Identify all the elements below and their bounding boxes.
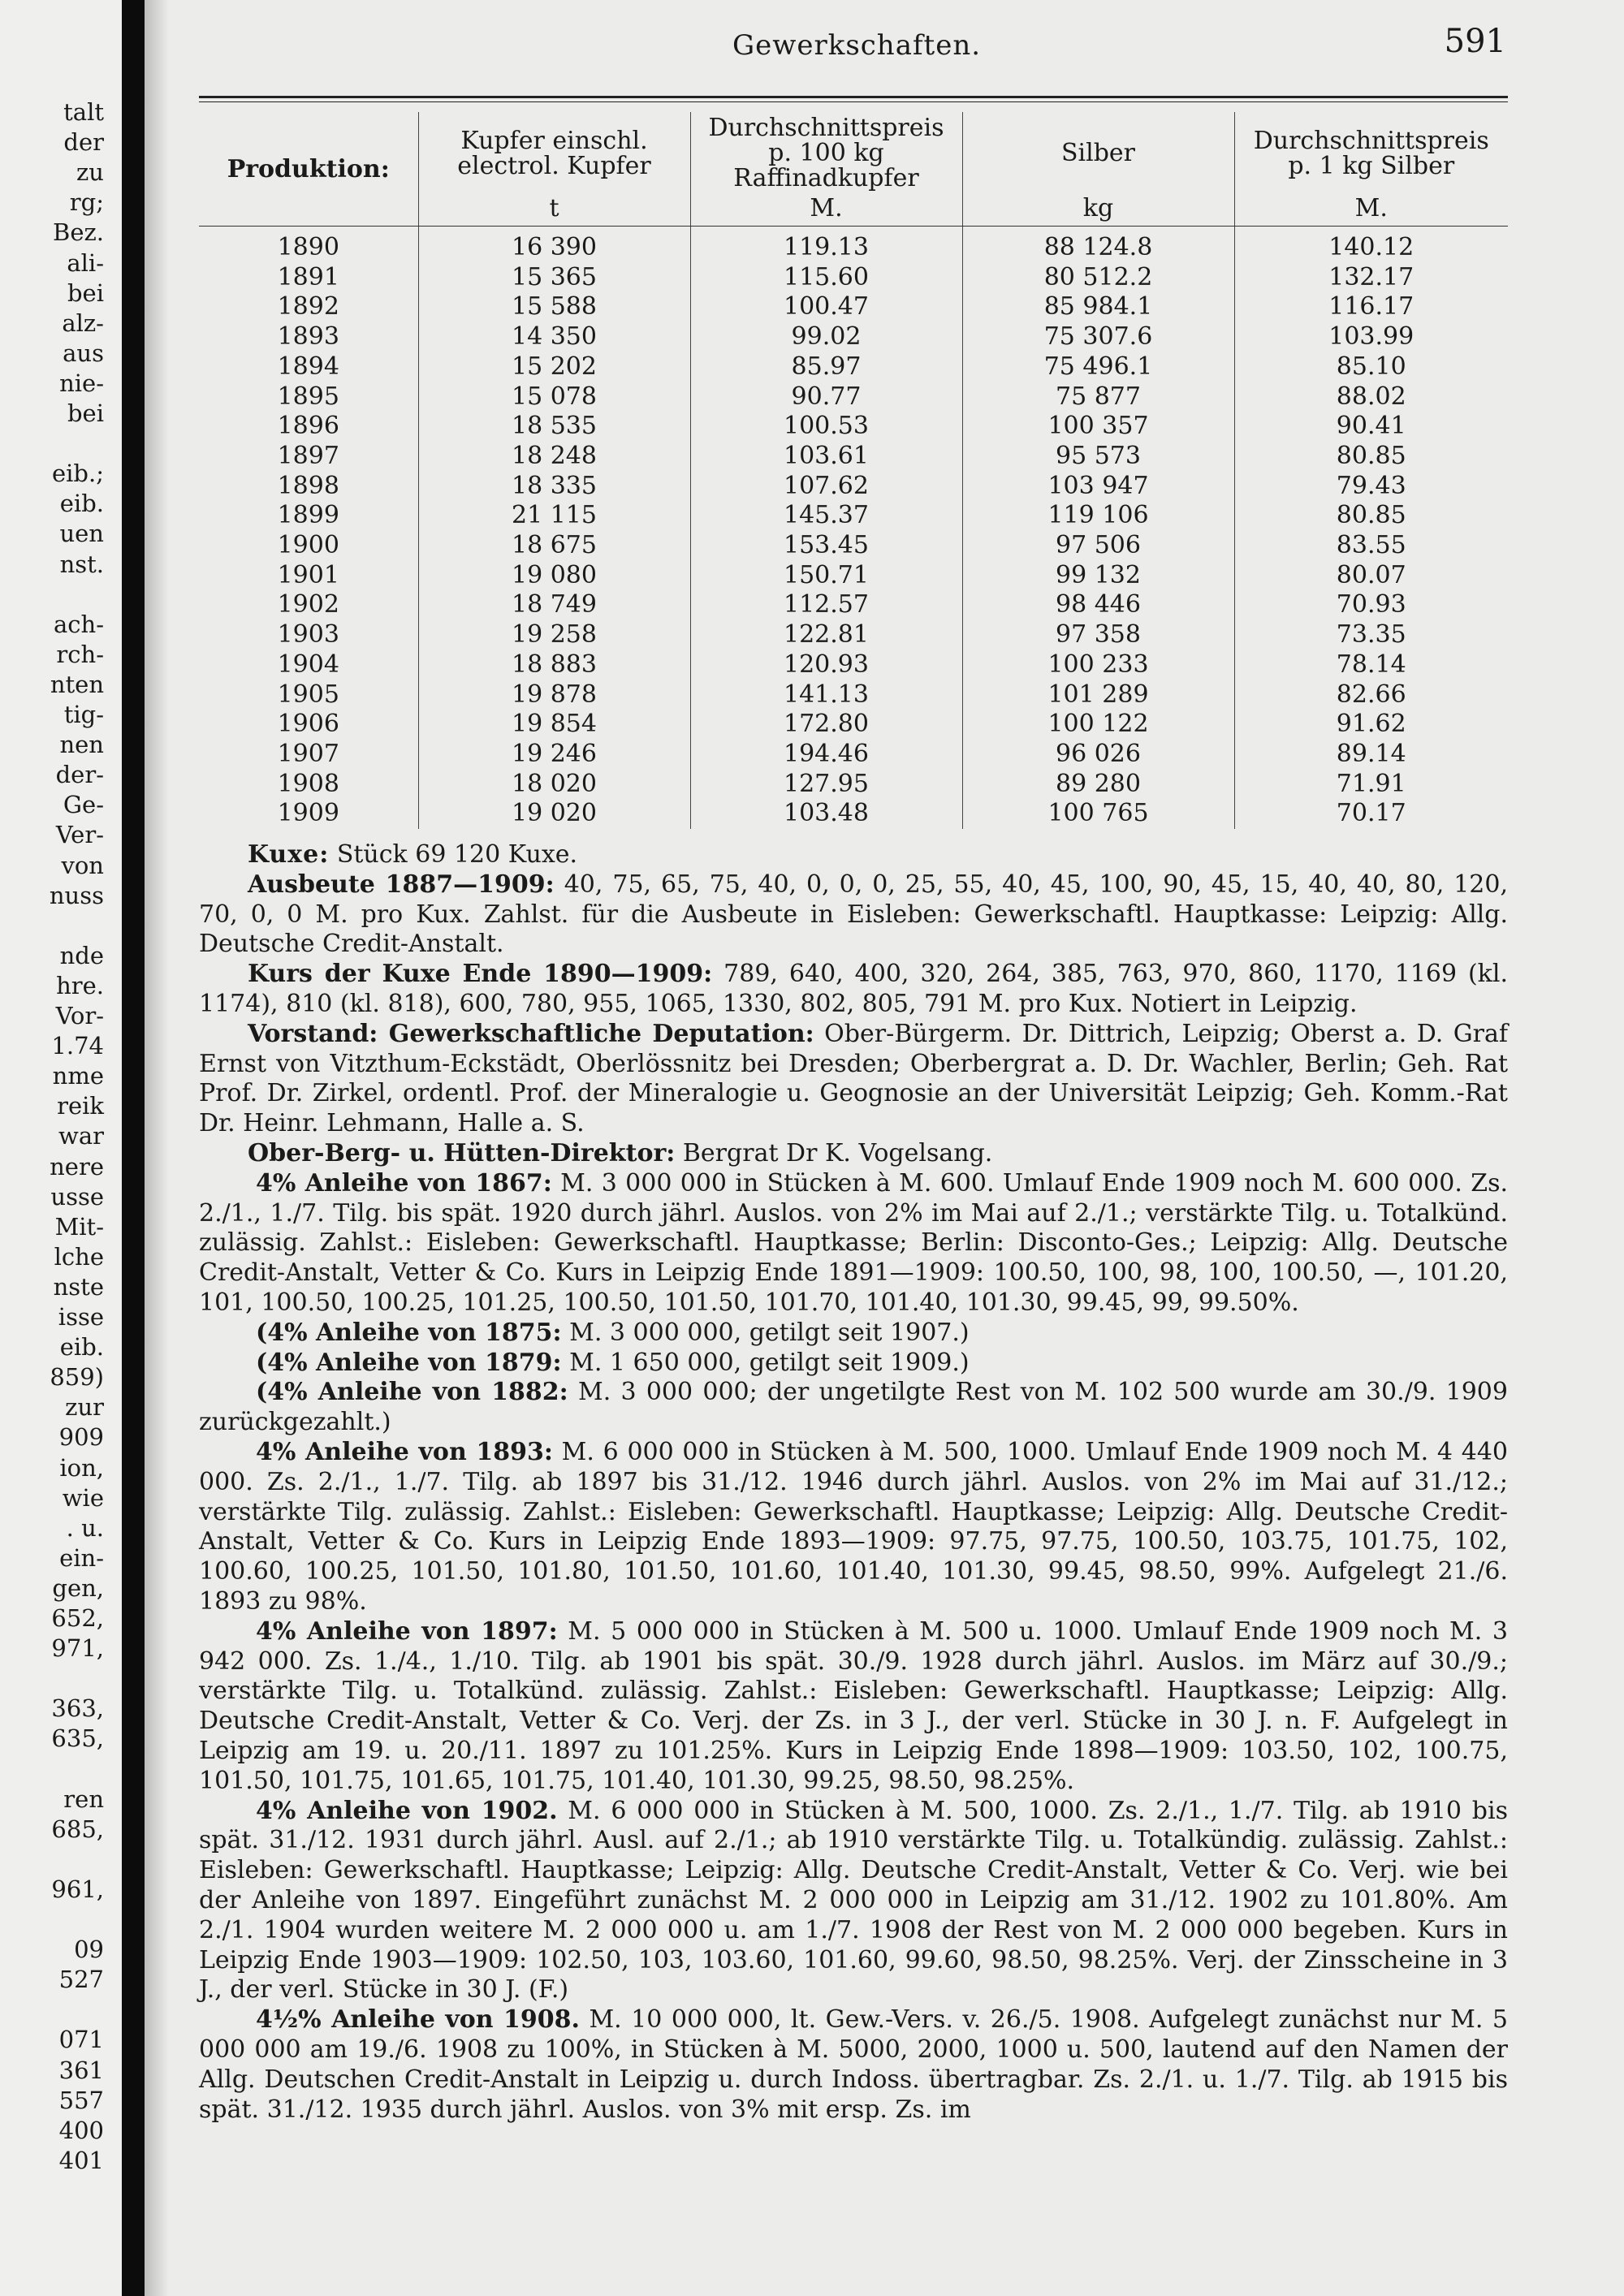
year-cell: 1895 — [277, 382, 339, 411]
margin-fragment: Vor- — [55, 1002, 104, 1029]
value-cell: 116.17 — [1234, 292, 1508, 322]
previous-page-margin — [0, 0, 122, 2296]
column-header: Durchschnittspreis p. 100 kg Raffinadkupfer — [690, 112, 962, 194]
value-cell: 97 506 — [962, 531, 1234, 561]
value-cell: 172.80 — [690, 710, 962, 740]
table-row — [199, 680, 1508, 710]
margin-fragment: 961, — [51, 1875, 104, 1903]
value-cell: 100 357 — [962, 412, 1234, 442]
value-cell: 16 390 — [418, 227, 690, 263]
value-cell: 71.91 — [1234, 770, 1508, 800]
table-row — [199, 590, 1508, 620]
year-cell: 1903 — [277, 620, 339, 650]
value-cell: 15 202 — [418, 352, 690, 382]
value-cell: 83.55 — [1234, 531, 1508, 561]
table-row — [199, 620, 1508, 650]
paragraph-kurs: Kurs der Kuxe Ende 1890—1909: 789, 640, 400, 320, 264, 385, 763, 970, 860, 1170, 1169 (kl. 1174), 810 (kl. 818), 600, 780, 955, 1065, 1330, 802, 805, 791 M. pro Kux. Notiert in Leipzig. — [199, 960, 1508, 1019]
value-cell: 80.85 — [1234, 442, 1508, 472]
margin-fragment: nen — [59, 731, 104, 759]
value-cell: 100.53 — [690, 412, 962, 442]
value-cell: 103 947 — [962, 472, 1234, 502]
value-cell: 75 877 — [962, 382, 1234, 412]
running-title: Gewerkschaften. — [732, 29, 982, 62]
table-header-row — [199, 112, 1508, 194]
margin-fragment: aus — [63, 339, 104, 367]
year-cell: 1898 — [277, 471, 339, 500]
margin-fragment: Bez. — [53, 218, 104, 247]
value-cell: 101 289 — [962, 680, 1234, 710]
gutter-shadow — [145, 0, 169, 2296]
margin-fragment: nste — [53, 1272, 104, 1301]
value-cell: 18 335 — [418, 472, 690, 502]
value-cell: 19 246 — [418, 740, 690, 770]
value-cell: 112.57 — [690, 590, 962, 620]
value-cell: 153.45 — [690, 531, 962, 561]
table-row — [199, 561, 1508, 591]
value-cell: 85.97 — [690, 352, 962, 382]
value-cell: 141.13 — [690, 680, 962, 710]
value-cell: 95 573 — [962, 442, 1234, 472]
value-cell: 140.12 — [1234, 227, 1508, 263]
header-rule — [199, 96, 1508, 102]
table-row — [199, 227, 1508, 263]
margin-fragment: Ver- — [55, 821, 104, 849]
margin-fragment: nde — [59, 941, 104, 969]
table-row — [199, 263, 1508, 293]
page — [199, 23, 1514, 2125]
margin-fragment: wie — [62, 1483, 104, 1512]
margin-fragment: nst. — [59, 550, 104, 578]
margin-fragment: der- — [55, 761, 104, 789]
table-row — [199, 740, 1508, 770]
year-cell: 1906 — [277, 710, 339, 739]
margin-fragment: war — [58, 1122, 104, 1150]
year-cell: 1908 — [277, 769, 339, 798]
margin-fragment: eib.; — [52, 460, 104, 488]
table-row — [199, 442, 1508, 472]
paragraph-direktor: Ober-Berg- u. Hütten-Direktor: Bergrat Dr K. Vogelsang. — [248, 1139, 993, 1168]
value-cell: 85 984.1 — [962, 292, 1234, 322]
book-gutter — [122, 0, 145, 2296]
margin-fragment: bei — [67, 399, 104, 427]
column-header: Silber — [962, 112, 1234, 194]
margin-fragment: zur — [65, 1393, 104, 1422]
value-cell: 103.61 — [690, 442, 962, 472]
column-header: Durchschnittspreis p. 1 kg Silber — [1234, 112, 1508, 194]
value-cell: 19 020 — [418, 799, 690, 829]
value-cell: 15 365 — [418, 263, 690, 293]
margin-fragment: isse — [58, 1303, 104, 1331]
value-cell: 21 115 — [418, 501, 690, 531]
table-row — [199, 472, 1508, 502]
year-cell: 1909 — [277, 799, 339, 828]
margin-fragment: 527 — [58, 1966, 104, 1994]
value-cell: 145.37 — [690, 501, 962, 531]
margin-fragment: eib. — [59, 1333, 104, 1362]
paragraph-ausbeute: Ausbeute 1887—1909: 40, 75, 65, 75, 40, 0, 0, 0, 25, 55, 40, 45, 100, 90, 45, 15, 40, 40, 80, 120, 70, 0, 0 M. pro Kux. Zahlst. für die Ausbeute in Eisleben: Gewerkschaftl. Hauptkasse: Leipzig: Allg. Deutsche Credit-Anstalt. — [199, 870, 1508, 959]
value-cell: 122.81 — [690, 620, 962, 650]
table-row — [199, 770, 1508, 800]
margin-fragment: nie- — [59, 369, 104, 397]
margin-fragment: 635, — [51, 1724, 104, 1753]
page-number: 591 — [1444, 23, 1506, 60]
margin-fragment: rg; — [69, 188, 104, 217]
margin-fragment: 909 — [58, 1423, 104, 1452]
value-cell: 89 280 — [962, 770, 1234, 800]
value-cell: 107.62 — [690, 472, 962, 502]
year-cell: 1897 — [277, 441, 339, 470]
value-cell: 80 512.2 — [962, 263, 1234, 293]
margin-fragment: Mit- — [54, 1212, 104, 1241]
margin-fragment: ren — [63, 1785, 104, 1813]
value-cell: 115.60 — [690, 263, 962, 293]
value-cell: 89.14 — [1234, 740, 1508, 770]
margin-fragment: 685, — [51, 1815, 104, 1843]
year-cell: 1902 — [277, 590, 339, 619]
value-cell: 103.48 — [690, 799, 962, 829]
margin-fragment: eib. — [59, 490, 104, 518]
column-unit: M. — [1234, 194, 1508, 227]
page-header — [199, 23, 1514, 96]
body-text — [199, 840, 1508, 2125]
value-cell: 15 078 — [418, 382, 690, 412]
margin-fragment: reik — [57, 1092, 104, 1120]
margin-fragment: 400 — [58, 2116, 104, 2144]
value-cell: 80.85 — [1234, 501, 1508, 531]
value-cell: 100 122 — [962, 710, 1234, 740]
table-row — [199, 382, 1508, 412]
value-cell: 97 358 — [962, 620, 1234, 650]
value-cell: 18 883 — [418, 650, 690, 680]
margin-fragment: bei — [67, 278, 104, 307]
year-cell: 1905 — [277, 680, 339, 709]
margin-fragment: uen — [59, 520, 104, 548]
table-row — [199, 412, 1508, 442]
value-cell: 80.07 — [1234, 561, 1508, 591]
paragraph-vorstand: Vorstand: Gewerkschaftliche Deputation: Ober-Bürgerm. Dr. Dittrich, Leipzig; Oberst a. D. Graf Ernst von Vitzthum-Eckstädt, Oberlössnitz bei Dresden; Oberbergrat a. D. Dr. Wachler, Berlin; Geh. Rat Prof. Dr. Zirkel, ordentl. Prof. der Mineralogie u. Geognosie an der Universität Leipzig; Geh. Komm.-Rat Dr. Heinr. Lehmann, Halle a. S. — [199, 1019, 1508, 1138]
margin-fragment: ion, — [59, 1453, 104, 1482]
paragraph-anleihe-1908: 4½% Anleihe von 1908. M. 10 000 000, lt. Gew.-Vers. v. 26./5. 1908. Aufgelegt zunächst nur M. 5 000 000 am 19./6. 1908 zu 100%, in Stücken à M. 5000, 2000, 1000 u. 500, lautend auf den Namen der Allg. Deutschen Credit-Anstalt in Leipzig u. durch Indoss. übertragbar. Zs. 2./1. u. 1./7. Tilg. ab 1915 bis spät. 31./12. 1935 durch jährl. Auslos. von 3% mit ersp. Zs. im — [199, 2005, 1508, 2124]
margin-fragment: lche — [54, 1242, 104, 1271]
paragraph-anleihe-1882: (4% Anleihe von 1882: M. 3 000 000; der ungetilgte Rest von M. 102 500 wurde am 30./9. 1909 zurückgezahlt.) — [199, 1378, 1508, 1437]
paragraph-kuxe: Kuxe: Stück 69 120 Kuxe. — [248, 840, 578, 870]
value-cell: 194.46 — [690, 740, 962, 770]
table-row — [199, 292, 1508, 322]
value-cell: 18 535 — [418, 412, 690, 442]
column-unit: kg — [962, 194, 1234, 227]
value-cell: 82.66 — [1234, 680, 1508, 710]
margin-fragment: von — [61, 851, 104, 879]
value-cell: 98 446 — [962, 590, 1234, 620]
paragraph-anleihe-1893: 4% Anleihe von 1893: M. 6 000 000 in Stücken à M. 500, 1000. Umlauf Ende 1909 noch M. 4 440 000. Zs. 2./1., 1./7. Tilg. ab 1897 bis 31./12. 1946 durch jährl. Auslos. von 2% im Mai auf 31./12.; verstärkte Tilg. zulässig. Zahlst.: Eisleben: Gewerkschaftl. Hauptkasse; Leipzig: Allg. Deutsche Credit-Anstalt, Vetter & Co. Kurs in Leipzig Ende 1893—1909: 97.75, 97.75, 100.50, 103.75, 101.75, 102, 100.60, 100.25, 101.50, 101.80, 101.50, 101.60, 101.40, 101.30, 99.45, 98.50, 99%. Aufgelegt 21./6. 1893 zu 98%. — [199, 1438, 1509, 1616]
value-cell: 100 233 — [962, 650, 1234, 680]
margin-fragment: nten — [50, 670, 104, 698]
value-cell: 18 749 — [418, 590, 690, 620]
value-cell: 88.02 — [1234, 382, 1508, 412]
margin-fragment: zu — [76, 158, 104, 187]
column-unit: t — [418, 194, 690, 227]
table-row — [199, 650, 1508, 680]
value-cell: 70.93 — [1234, 590, 1508, 620]
paragraph-anleihe-1902: 4% Anleihe von 1902. M. 6 000 000 in Stücken à M. 500, 1000. Zs. 2./1., 1./7. Tilg. ab 1910 bis spät. 31./12. 1931 durch jährl. Ausl. auf 2./1.; ab 1910 verstärkte Tilg. u. Totalkündig. zulässig. Zahlst.: Eisleben: Gewerkschaftl. Hauptkasse; Leipzig: Allg. Deutsche Credit-Anstalt, Vetter & Co. Verj. wie bei der Anleihe von 1897. Eingeführt zunächst M. 2 000 000 in Leipzig am 31./12. 1902 zu 101.80%. Am 2./1. 1904 wurden weitere M. 2 000 000 u. am 1./7. 1908 der Rest von M. 2 000 000 begeben. Kurs in Leipzig Ende 1903—1909: 102.50, 103, 103.60, 101.60, 99.60, 98.50, 98.25%. Verj. der Zinsscheine in 3 J., der verl. Stücke in 30 J. (F.) — [199, 1796, 1508, 2005]
margin-fragment: 361 — [58, 2056, 104, 2084]
margin-fragment: 363, — [51, 1694, 104, 1723]
value-cell: 100.47 — [690, 292, 962, 322]
margin-fragment: 09 — [74, 1936, 104, 1964]
value-cell: 90.41 — [1234, 412, 1508, 442]
value-cell: 14 350 — [418, 322, 690, 352]
margin-fragment: . u. — [66, 1513, 104, 1542]
value-cell: 70.17 — [1234, 799, 1508, 829]
year-cell: 1907 — [277, 739, 339, 768]
value-cell: 100 765 — [962, 799, 1234, 829]
value-cell: 75 496.1 — [962, 352, 1234, 382]
margin-fragment: 401 — [58, 2146, 104, 2174]
paragraph-anleihe-1897: 4% Anleihe von 1897: M. 5 000 000 in Stücken à M. 500 u. 1000. Umlauf Ende 1909 noch M. 3 942 000. Zs. 1./4., 1./10. Tilg. ab 1901 bis spät. 30./9. 1928 durch jährl. Auslos. im März auf 30./9.; verstärkte Tilg. u. Totalkünd. zulässig. Zahlst.: Eisleben: Gewerkschaftl. Hauptkasse; Leipzig: Allg. Deutsche Credit-Anstalt, Vetter & Co. Verj. der Zs. in 3 J., der verl. Stücke in 30 J. n. F. Aufgelegt in Leipzig am 19. u. 20./11. 1897 zu 101.25%. Kurs in Leipzig Ende 1898—1909: 103.50, 102, 100.75, 101.50, 101.75, 101.65, 101.75, 101.40, 101.30, 99.25, 98.50, 98.25%. — [199, 1616, 1508, 1795]
year-cell: 1900 — [277, 531, 339, 560]
year-cell: 1899 — [277, 501, 339, 530]
value-cell: 75 307.6 — [962, 322, 1234, 352]
margin-fragment: der — [63, 128, 104, 157]
value-cell: 19 080 — [418, 561, 690, 591]
margin-fragment: talt — [63, 98, 104, 126]
year-cell: 1891 — [277, 262, 339, 291]
margin-fragment: ach- — [53, 610, 104, 638]
value-cell: 127.95 — [690, 770, 962, 800]
margin-fragment: 652, — [51, 1604, 104, 1632]
value-cell: 85.10 — [1234, 352, 1508, 382]
margin-fragment: 971, — [51, 1634, 104, 1663]
year-cell: 1893 — [277, 322, 339, 352]
table-row — [199, 322, 1508, 352]
value-cell: 19 854 — [418, 710, 690, 740]
year-cell: 1894 — [277, 352, 339, 381]
table-row — [199, 799, 1508, 829]
table-row — [199, 352, 1508, 382]
margin-fragment: usse — [50, 1182, 104, 1211]
table-row — [199, 501, 1508, 531]
paragraph-anleihe-1867: 4% Anleihe von 1867: M. 3 000 000 in Stücken à M. 600. Umlauf Ende 1909 noch M. 600 000. Zs. 2./1., 1./7. Tilg. bis spät. 1920 durch jährl. Auslos. von 2% im Mai auf 2./1.; verstärkte Tilg. u. Totalkünd. zulässig. Zahlst.: Eisleben: Gewerkschaftl. Hauptkasse; Berlin: Disconto-Ges.; Leipzig: Allg. Deutsche Credit-Anstalt, Vetter & Co. Kurs in Leipzig Ende 1891—1909: 100.50, 100, 98, 100, 100.50, —, 101.20, 101, 100.50, 100.25, 101.25, 100.50, 101.50, 101.70, 101.40, 101.30, 99.45, 99, 99.50%. — [199, 1168, 1508, 1318]
margin-fragment: 859) — [50, 1363, 104, 1392]
margin-fragment: tig- — [63, 701, 104, 728]
value-cell: 90.77 — [690, 382, 962, 412]
value-cell: 19 258 — [418, 620, 690, 650]
year-cell: 1890 — [277, 233, 339, 261]
value-cell: 132.17 — [1234, 263, 1508, 293]
value-cell: 103.99 — [1234, 322, 1508, 352]
paragraph-anleihe-1879: (4% Anleihe von 1879: M. 1 650 000, getilgt seit 1909.) — [256, 1348, 970, 1377]
year-cell: 1904 — [277, 650, 339, 679]
margin-fragment: nuss — [49, 881, 104, 909]
production-table — [199, 112, 1508, 829]
value-cell: 18 675 — [418, 531, 690, 561]
value-cell: 78.14 — [1234, 650, 1508, 680]
value-cell: 88 124.8 — [962, 227, 1234, 263]
value-cell: 18 020 — [418, 770, 690, 800]
value-cell: 91.62 — [1234, 710, 1508, 740]
value-cell: 73.35 — [1234, 620, 1508, 650]
value-cell: 15 588 — [418, 292, 690, 322]
column-unit: M. — [690, 194, 962, 227]
value-cell: 96 026 — [962, 740, 1234, 770]
year-cell: 1896 — [277, 412, 339, 441]
value-cell: 119.13 — [690, 227, 962, 263]
value-cell: 99 132 — [962, 561, 1234, 591]
margin-fragment: hre. — [56, 971, 104, 999]
margin-fragment: rch- — [56, 640, 104, 668]
paragraph-anleihe-1875: (4% Anleihe von 1875: M. 3 000 000, getilgt seit 1907.) — [256, 1318, 970, 1347]
year-cell: 1901 — [277, 560, 339, 589]
value-cell: 79.43 — [1234, 472, 1508, 502]
margin-fragment: 071 — [58, 2026, 104, 2054]
value-cell: 150.71 — [690, 561, 962, 591]
table-row — [199, 531, 1508, 561]
margin-fragment: nere — [50, 1152, 104, 1180]
margin-fragment: gen, — [52, 1573, 104, 1602]
margin-fragment: 1.74 — [51, 1032, 104, 1060]
value-cell: 119 106 — [962, 501, 1234, 531]
margin-fragment: nme — [52, 1062, 104, 1090]
value-cell: 19 878 — [418, 680, 690, 710]
value-cell: 99.02 — [690, 322, 962, 352]
table-label: Produktion: — [199, 112, 418, 227]
margin-fragment: alz- — [62, 309, 104, 337]
margin-fragment: Ge- — [63, 791, 104, 819]
margin-fragment: ein- — [59, 1543, 104, 1572]
table-row — [199, 710, 1508, 740]
margin-fragment: 557 — [58, 2086, 104, 2114]
value-cell: 120.93 — [690, 650, 962, 680]
column-header: Kupfer einschl. electrol. Kupfer — [418, 112, 690, 194]
value-cell: 18 248 — [418, 442, 690, 472]
year-cell: 1892 — [277, 292, 339, 322]
margin-fragment: ali- — [67, 248, 104, 277]
